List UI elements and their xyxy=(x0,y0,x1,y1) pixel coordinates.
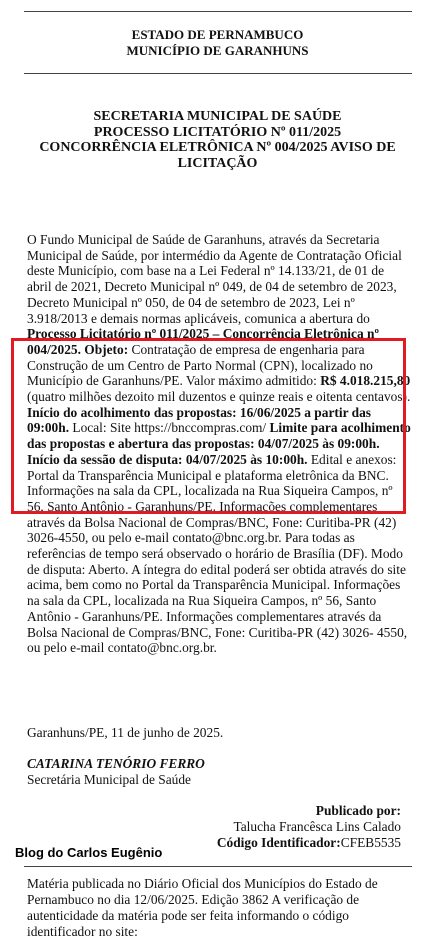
code-value: CFEB5535 xyxy=(340,835,401,850)
blog-watermark: Blog do Carlos Eugênio xyxy=(15,845,163,860)
footer-rule xyxy=(24,866,412,867)
publication-footer: Matéria publicada no Diário Oficial dos Municípios do Estado de Pernambuco no dia 12/06/2025. Edição 3862 A verificação de autenticidade da matéria pode ser feita informando o código identificador no site: xyxy=(27,876,378,939)
header-rule xyxy=(24,73,412,74)
published-label: Publicado por: xyxy=(315,803,401,818)
published-by-block xyxy=(217,803,401,851)
body-max-value: R$ 4.018.215,80 xyxy=(320,373,411,389)
signatory-role: Secretária Municipal de Saúde xyxy=(27,772,191,787)
body-start-receiving: Início do acolhimento das propostas: 16/06/2025 a partir das 09:00h. xyxy=(27,404,371,436)
body-value-words: (quatro milhões dezoito mil duzentos e quinze reais e oitenta centavos). xyxy=(27,389,411,405)
header-municipality: MUNICÍPIO DE GARANHUNS xyxy=(126,43,309,58)
header-state: ESTADO DE PERNAMBUCO xyxy=(131,27,304,42)
notice-body xyxy=(27,232,411,656)
published-name: Talucha Francêsca Lins Calado xyxy=(233,819,401,834)
body-object: Contratação de empresa de engenharia para Construção de um Centro de Parto Normal (CPN), localizado no Município de Garanhuns/PE. Valor máximo admitido: xyxy=(27,341,373,389)
title-process: PROCESSO LICITATÓRIO Nº 011/2025 xyxy=(93,124,342,140)
body-rest: Edital e anexos: Portal da Transparência Municipal e plataforma eletrônica da BNC. Informações na sala da CPL, localizada na Rua Siqueira Campos, nº 56, Santo Antônio - Garanhuns/PE. Informações complementares através da Bolsa Nacional de Compras/BNC, Fone: Curitiba-PR (42) 3026-4550, ou pelo e-mail contato@bnc.org.br. Para todas as referências de tempo será observado o horário de Brasília (DF). Modo de disputa: Aberto. A íntegra do edital poderá ser obtida através do site acima, bem como no Portal da Transparência Municipal. Informações na sala da CPL, localizada na Rua Siqueira Campos, nº 56, Santo Antônio - Garanhuns/PE. Informações complementares através da Bolsa Nacional de Compras/BNC, Fone: Curitiba-PR (42) 3026- 4550, ou pelo e-mail contato@bnc.org.br. xyxy=(27,451,408,656)
notice-titles xyxy=(0,109,435,171)
notice-paragraph xyxy=(27,232,411,656)
body-site: Local: Site https://bnccompras.com/ xyxy=(69,420,270,436)
body-process-label: Processo Licitatório nº 011/2025 – Concorrência Eletrônica nº 004/2025. Objeto: xyxy=(27,326,379,357)
code-label: Código Identificador: xyxy=(216,835,341,850)
title-secretariat: SECRETARIA MUNICIPAL DE SAÚDE xyxy=(93,109,342,124)
signatory-name: CATARINA TENÓRIO FERRO xyxy=(27,756,205,771)
body-intro: O Fundo Municipal de Saúde de Garanhuns, através da Secretaria Municipal de Saúde, por intermédio da Agente de Contratação Oficial deste Município, com base na a Lei Federal nº 14.133/21, de 01 de abril de 2021, Decreto Municipal nº 049, de 04 de setembro de 2023, Decreto Municipal nº 050, de 04 de setembro de 2023, Lei nº 3.918/2013 e demais normas aplicáveis, comunica a abertura do xyxy=(27,232,402,326)
document-header xyxy=(0,27,435,59)
title-competition: CONCORRÊNCIA ELETRÔNICA Nº 004/2025 AVISO DE LICITAÇÃO xyxy=(39,140,396,171)
date-line: Garanhuns/PE, 11 de junho de 2025. xyxy=(27,725,224,740)
top-rule xyxy=(24,11,412,12)
body-deadline: Limite para acolhimento das propostas e abertura das propostas: 04/07/2025 às 09:00h. Início da sessão de disputa: 04/07/2025 às 10:00h. xyxy=(27,420,411,467)
